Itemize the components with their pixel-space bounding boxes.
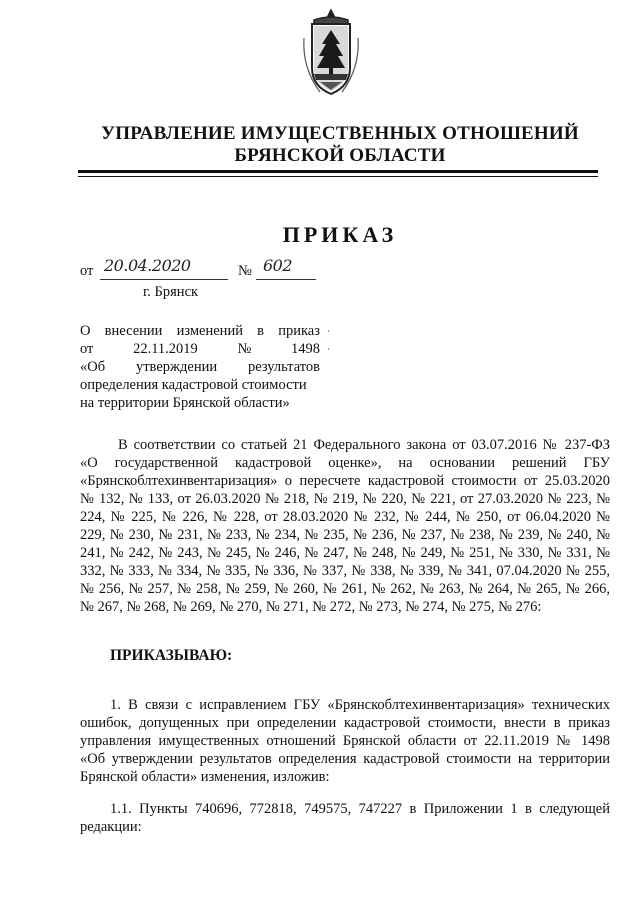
order-date-handwritten: 20.04.2020 (104, 256, 191, 275)
date-underline (100, 279, 228, 280)
subject-word: 1498 (290, 341, 320, 357)
subject-line-3 (80, 358, 320, 376)
preamble-line: 224, № 225, № 226, № 228, от 28.03.2020 № 232, № 244, № 250, от 06.04.2020 № (80, 509, 610, 525)
preamble-line: 241, № 242, № 243, № 245, № 246, № 247, № 248, № 249, № 251, № 330, № 331, № (80, 545, 610, 561)
subject-word: приказ (278, 323, 320, 339)
subject-line-1 (80, 322, 320, 340)
item-1-line: ошибок, допущенных при определении кадастровой стоимости, внести в приказ (80, 715, 610, 731)
city: г. Брянск (143, 284, 199, 300)
number-prefix: № (238, 263, 252, 279)
subject-corner-mark (328, 348, 329, 350)
organization-name-line2: БРЯНСКОЙ ОБЛАСТИ (234, 145, 446, 166)
subject-word: в (257, 323, 265, 339)
preamble-line: 229, № 230, № 231, № 233, № 234, № 235, № 236, № 237, № 238, № 239, № 240, № (80, 527, 610, 543)
item-1-line: «Об утверждении результатов определения кадастровой стоимости на территории (80, 751, 610, 767)
bryansk-coat-of-arms-icon (300, 8, 362, 100)
item-1-line: Брянской области» изменения, изложив: (80, 769, 330, 785)
date-prefix: от (80, 263, 94, 279)
preamble-line: «О государственной кадастровой оценке», на основании решений ГБУ (80, 455, 610, 471)
item-1-paragraph (80, 696, 610, 786)
number-underline (256, 279, 316, 280)
item-1-1-line: 1.1. Пункты 740696, 772818, 749575, 747227 в Приложении 1 в следующей (110, 801, 610, 817)
preamble-line: В соответствии со статьей 21 Федерального закона от 03.07.2016 № 237-ФЗ (118, 437, 610, 453)
subject-line-4: определения кадастровой стоимости (80, 377, 307, 393)
preamble-line: № 256, № 257, № 258, № 259, № 260, № 261, № 262, № 263, № 264, № 265, № 266, (80, 581, 610, 597)
subject-word: № (237, 341, 252, 357)
subject-corner-mark (328, 330, 329, 332)
header-rule-thin (78, 176, 598, 177)
preamble-line: № 267, № 268, № 269, № 270, № 271, № 272, № 273, № 274, № 275, № 276: (80, 599, 542, 615)
order-number-handwritten: 602 (263, 256, 293, 275)
subject-line-2 (80, 340, 320, 358)
resolve-heading: ПРИКАЗЫВАЮ: (110, 647, 233, 664)
preamble-line: 332, № 333, № 334, № 335, № 336, № 337, № 338, № 339, № 341, 07.04.2020 № 255, (80, 563, 610, 579)
subject-word: утверждении (135, 359, 218, 375)
preamble-line: «Брянскоблтехинвентаризация» о пересчете кадастровой стоимости от 25.03.2020 (80, 473, 610, 489)
subject-word: «Об (80, 359, 106, 375)
subject-word: внесении (104, 323, 163, 339)
organization-name-line1: УПРАВЛЕНИЕ ИМУЩЕСТВЕННЫХ ОТНОШЕНИЙ (101, 123, 579, 144)
item-1-1-paragraph (80, 800, 610, 836)
item-1-1-line: редакции: (80, 819, 142, 835)
subject-word: результатов (247, 359, 320, 375)
item-1-line: 1. В связи с исправлением ГБУ «Брянскоблтехинвентаризация» технических (110, 697, 610, 713)
item-1-line: управления имущественных отношений Брянской области от 22.11.2019 № 1498 (80, 733, 610, 749)
header-rule-thick (78, 170, 598, 173)
subject-word: О (80, 323, 91, 339)
preamble-paragraph (80, 436, 610, 616)
subject-line-5: на территории Брянской области» (80, 395, 290, 411)
document-title: ПРИКАЗ (282, 222, 398, 247)
order-subject (80, 322, 320, 412)
preamble-line: № 132, № 133, от 26.03.2020 № 218, № 219, № 220, № 221, от 27.03.2020 № 223, № (80, 491, 610, 507)
subject-word: изменений (176, 323, 243, 339)
subject-word: от (80, 341, 94, 357)
subject-word: 22.11.2019 (133, 341, 198, 357)
